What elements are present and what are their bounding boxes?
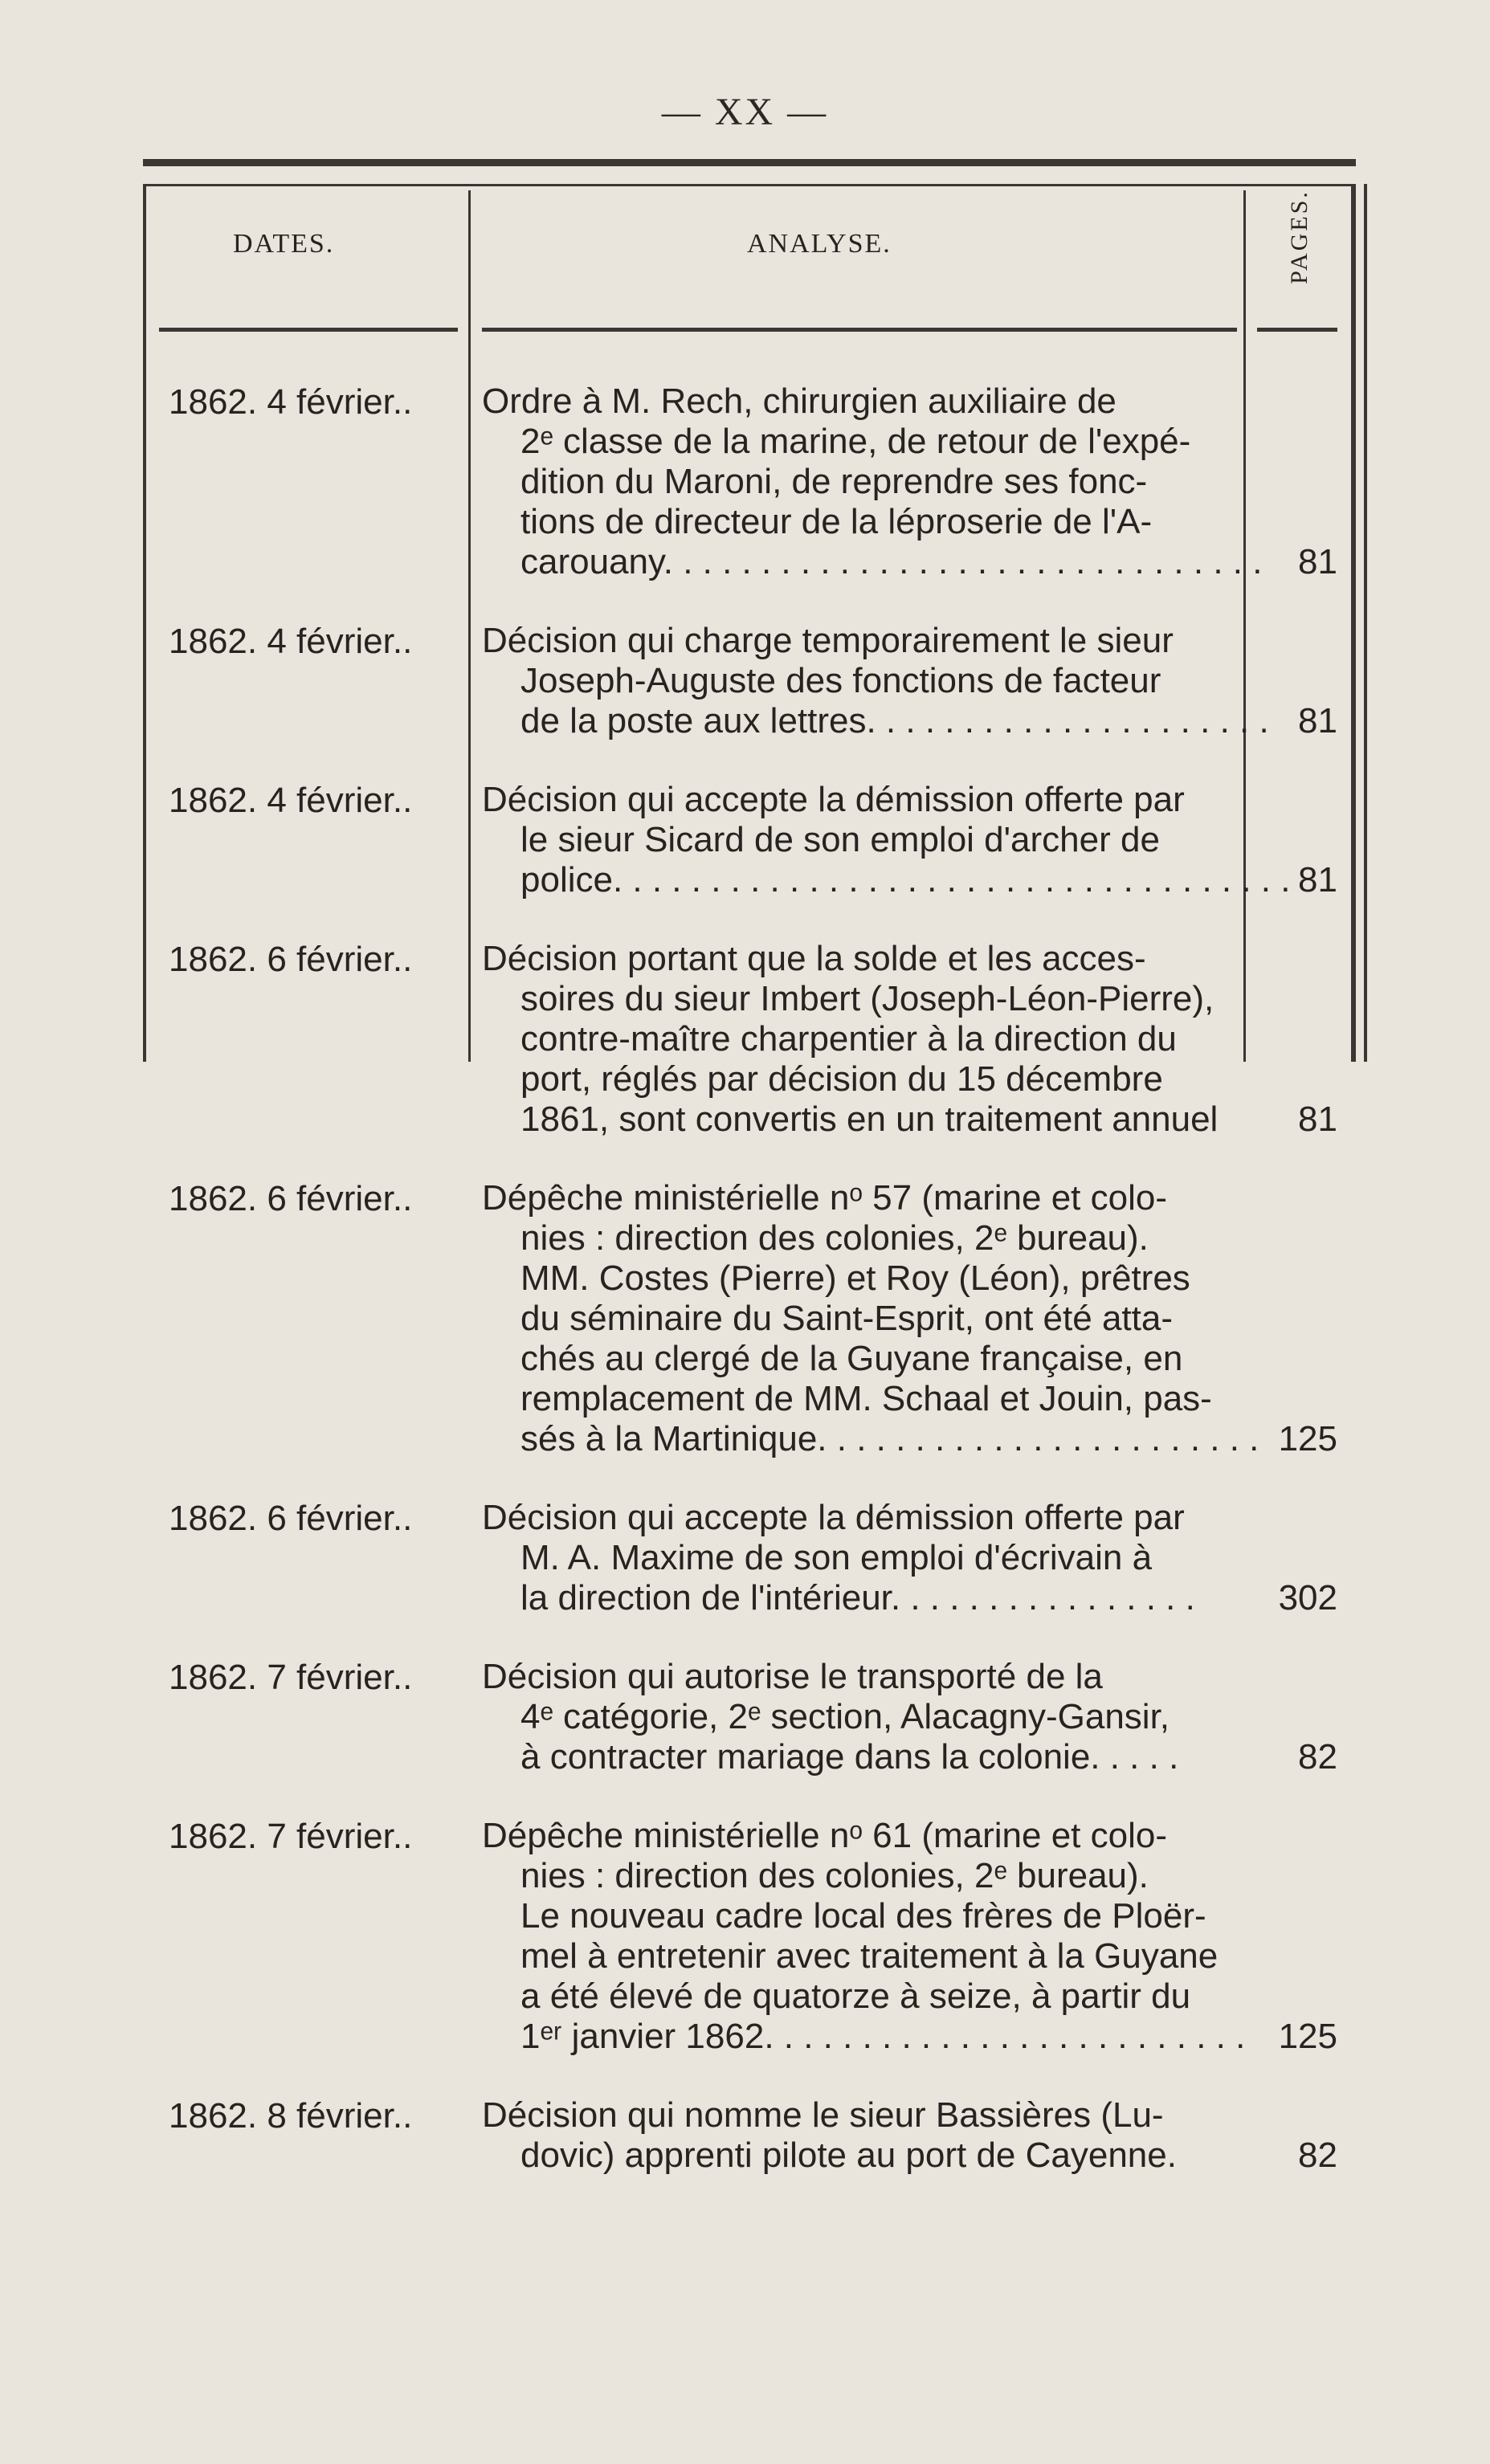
entry-analysis-line: carouany. . . . . . . . . . . . . . . . . . . . . . . . . . . . . . . — [520, 542, 1263, 581]
entry-analysis-line: la direction de l'intérieur. . . . . . . . . . . . . . . . — [520, 1578, 1195, 1618]
entry-analysis-line: Décision qui charge temporairement le sieur — [482, 621, 1174, 660]
entry-analysis-line: Décision qui accepte la démission offerte par — [482, 1498, 1185, 1537]
entry-analysis-line: le sieur Sicard de son emploi d'archer de — [520, 820, 1160, 859]
frame-left-border — [143, 184, 146, 1062]
entry-analysis-line: Décision portant que la solde et les acces- — [482, 939, 1146, 978]
entry-analysis-line: à contracter mariage dans la colonie. . . . . — [520, 1737, 1179, 1777]
entry-analysis-line: tions de directeur de la léproserie de l'A- — [520, 502, 1153, 541]
entry-analysis-line: du séminaire du Saint-Esprit, ont été atta- — [520, 1299, 1173, 1338]
entry-analysis — [482, 2095, 1241, 2176]
entry-analysis-line: mel à entretenir avec traitement à la Guyane — [520, 1936, 1219, 1976]
entry-analysis-line: remplacement de MM. Schaal et Jouin, pas- — [520, 1379, 1212, 1418]
column-separator-pages — [1243, 190, 1246, 1062]
entry-page: 82 — [1298, 2136, 1337, 2175]
entry-analysis — [482, 1816, 1246, 2057]
page-number: — XX — — [661, 91, 829, 133]
entry-analysis-line: Le nouveau cadre local des frères de Ploër- — [520, 1896, 1206, 1936]
entry-analysis-line: M. A. Maxime de son emploi d'écrivain à — [520, 1538, 1153, 1577]
entry-analysis — [482, 780, 1291, 900]
entry-analysis-line: de la poste aux lettres. . . . . . . . . . . . . . . . . . . . . — [520, 701, 1269, 740]
entry-date: 1862. 4 février.. — [169, 382, 413, 422]
entry-date: 1862. 7 février.. — [169, 1658, 413, 1697]
entry-page: 125 — [1278, 2017, 1337, 2056]
frame-right-border — [1351, 184, 1356, 1062]
entry-page: 302 — [1278, 1578, 1337, 1618]
entry-analysis-line: contre-maître charpentier à la direction du — [520, 1019, 1177, 1059]
entry-analysis-line: 4ᵉ catégorie, 2ᵉ section, Alacagny-Gansir, — [520, 1697, 1170, 1736]
entry-analysis-line: nies : direction des colonies, 2ᵉ bureau). — [520, 1218, 1149, 1258]
entry-page: 82 — [1298, 1737, 1337, 1777]
header-rule-dates — [159, 328, 458, 332]
entry-analysis-line: soires du sieur Imbert (Joseph-Léon-Pierre), — [520, 979, 1214, 1018]
column-separator-dates — [468, 190, 471, 1062]
entry-analysis-line: 1ᵉʳ janvier 1862. . . . . . . . . . . . . . . . . . . . . . . . . — [520, 2017, 1246, 2056]
header-pages: PAGES. — [1286, 190, 1312, 284]
entry-analysis-line: dition du Maroni, de reprendre ses fonc- — [520, 462, 1148, 501]
frame-rule — [143, 184, 1356, 186]
entry-date: 1862. 4 février.. — [169, 781, 413, 820]
entry-page: 125 — [1278, 1419, 1337, 1458]
entry-analysis — [482, 939, 1241, 1140]
header-pages-cell — [1251, 189, 1348, 285]
entry-page: 81 — [1298, 1099, 1337, 1139]
entry-date: 1862. 8 février.. — [169, 2096, 413, 2136]
entry-analysis — [482, 1657, 1241, 1777]
entry-analysis-line: police. . . . . . . . . . . . . . . . . . . . . . . . . . . . . . . . . . . — [520, 860, 1291, 900]
entry-page: 81 — [1298, 701, 1337, 740]
entry-analysis-line: port, réglés par décision du 15 décembre — [520, 1059, 1163, 1099]
entry-analysis-line: 1861, sont convertis en un traitement annuel — [520, 1099, 1219, 1139]
header-rule-pages — [1257, 328, 1337, 332]
entry-analysis — [482, 621, 1269, 741]
entry-analysis-line: MM. Costes (Pierre) et Roy (Léon), prêtres — [520, 1259, 1190, 1298]
entry-analysis-line: sés à la Martinique. . . . . . . . . . . . . . . . . . . . . . . — [520, 1419, 1259, 1458]
entry-analysis-line: Joseph-Auguste des fonctions de facteur — [520, 661, 1161, 700]
entry-analysis-line: Ordre à M. Rech, chirurgien auxiliaire de — [482, 381, 1116, 421]
entry-date: 1862. 4 février.. — [169, 622, 413, 661]
entry-analysis-line: Décision qui autorise le transporté de la — [482, 1657, 1103, 1696]
entry-date: 1862. 7 février.. — [169, 1817, 413, 1856]
header-dates: DATES. — [233, 229, 335, 259]
entry-analysis — [482, 1178, 1259, 1459]
entry-analysis-line: a été élevé de quatorze à seize, à partir du — [520, 1977, 1191, 2016]
table-frame — [143, 159, 1356, 1062]
entry-analysis-line: Dépêche ministérielle nᵒ 57 (marine et colo- — [482, 1178, 1167, 1218]
entry-page: 81 — [1298, 542, 1337, 581]
entry-analysis-line: chés au clergé de la Guyane française, en — [520, 1339, 1183, 1378]
header-analyse: ANALYSE. — [747, 229, 892, 259]
entry-analysis-line: nies : direction des colonies, 2ᵉ bureau). — [520, 1856, 1149, 1895]
entry-analysis-line: Décision qui nomme le sieur Bassières (Lu- — [482, 2095, 1164, 2135]
frame-right-border-outer — [1364, 184, 1367, 1062]
entry-analysis-line: Décision qui accepte la démission offerte par — [482, 780, 1185, 819]
entry-date: 1862. 6 février.. — [169, 1499, 413, 1538]
entry-date: 1862. 6 février.. — [169, 1179, 413, 1218]
header-rule-analyse — [482, 328, 1237, 332]
entry-analysis — [482, 1498, 1241, 1618]
entry-analysis — [482, 381, 1263, 582]
entry-analysis-line: 2ᵉ classe de la marine, de retour de l'expé- — [520, 422, 1191, 461]
entry-page: 81 — [1298, 860, 1337, 900]
entry-analysis-line: dovic) apprenti pilote au port de Cayenne. — [520, 2136, 1177, 2175]
entry-date: 1862. 6 février.. — [169, 940, 413, 979]
entry-analysis-line: Dépêche ministérielle nᵒ 61 (marine et colo- — [482, 1816, 1167, 1855]
